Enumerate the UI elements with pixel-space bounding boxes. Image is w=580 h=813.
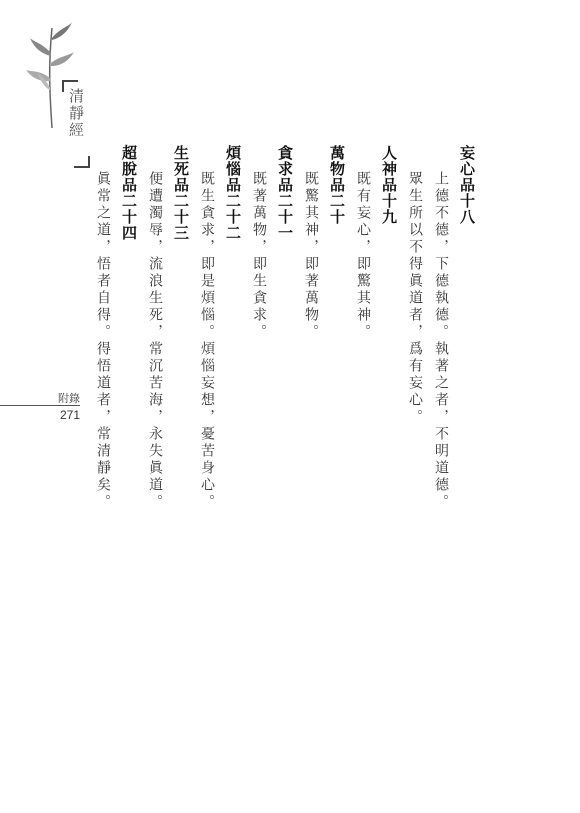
verse-line: 眾生所以不得眞道者，爲有妄心。 (407, 171, 423, 426)
page-number: 271 (59, 408, 80, 422)
verse-line: 便遭濁辱，流浪生死，常沉苦海，永失眞道。 (147, 171, 163, 511)
verse-line: 眞常之道，悟者自得。得悟道者，常清靜矣。 (95, 171, 111, 511)
verse-line: 既著萬物，即生貪求。 (251, 171, 267, 341)
chapter-title: 妄心品十八 (458, 145, 476, 225)
logo-title: 清靜經 (67, 88, 85, 139)
chapter-title: 人神品十九 (380, 145, 398, 225)
verse-line: 既生貪求，即是煩惱。煩惱妄想，憂苦身心。 (199, 171, 215, 511)
verse-line: 既有妄心，即驚其神。 (355, 171, 371, 341)
chapter-title: 貪求品二十一 (276, 145, 294, 241)
chapter-title: 生死品二十三 (172, 145, 190, 241)
footer-divider (0, 405, 80, 406)
chapter-title: 萬物品二十 (328, 145, 346, 225)
scripture-text (90, 145, 480, 511)
section-label: 附錄 (58, 392, 80, 405)
verse-line: 既驚其神，即著萬物。 (303, 171, 319, 341)
chapter-title: 超脫品二十四 (120, 145, 138, 241)
verse-line: 上德不德，下德執德。執著之者，不明道德。 (433, 171, 449, 511)
book-logo (22, 18, 85, 148)
logo-bracket-bottom (74, 156, 90, 168)
chapter-title: 煩惱品二十二 (224, 145, 242, 241)
